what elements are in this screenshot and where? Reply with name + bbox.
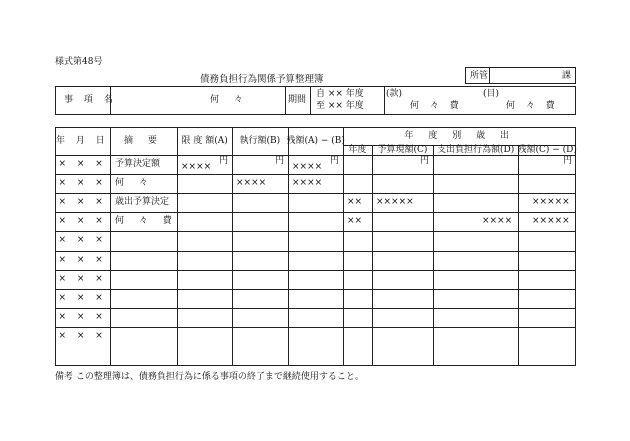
cell-fiscal-year[interactable]: ×× bbox=[347, 197, 363, 208]
yen-unit: 円 bbox=[420, 156, 430, 166]
cell-summary[interactable]: 何 々 bbox=[115, 178, 154, 189]
yen-unit: 円 bbox=[563, 156, 573, 166]
item-name-value[interactable]: 何 々 bbox=[210, 95, 249, 105]
cell-expenditure[interactable]: ×××× bbox=[482, 216, 513, 227]
cell-executed[interactable]: ×××× bbox=[236, 178, 267, 189]
kan-label: (款) bbox=[386, 89, 403, 99]
yen-unit: 円 bbox=[219, 156, 229, 166]
col-summary-header: 摘 要 bbox=[124, 135, 163, 146]
cell-limit[interactable]: ×××× bbox=[181, 162, 212, 173]
cell-date[interactable]: × × × bbox=[58, 311, 107, 322]
item-name-label: 事 項 名 bbox=[64, 95, 117, 105]
cell-remaining[interactable]: ×××× bbox=[292, 178, 323, 189]
cell-date[interactable]: × × × bbox=[58, 273, 107, 284]
cell-date[interactable]: × × × bbox=[58, 292, 107, 303]
form-number: 様式第48号 bbox=[55, 57, 103, 67]
cell-budget[interactable]: ××××× bbox=[376, 197, 414, 208]
table-row bbox=[55, 308, 576, 327]
col-date-header: 年 月 日 bbox=[56, 135, 109, 146]
yen-unit: 円 bbox=[275, 156, 285, 166]
moku-value[interactable]: 何 々 費 bbox=[506, 101, 559, 111]
yen-unit: 円 bbox=[330, 156, 340, 166]
cell-summary[interactable]: 歳出予算決定 bbox=[115, 197, 170, 208]
col-annual-group-header: 年 度 別 歳 出 bbox=[404, 130, 515, 141]
period-to[interactable]: 至 ×× 年度 bbox=[316, 101, 364, 111]
table-row bbox=[55, 251, 576, 270]
cell-summary[interactable]: 何 々 費 bbox=[115, 216, 178, 227]
cell-fiscal-year[interactable]: ×× bbox=[347, 216, 363, 227]
cell-date[interactable]: × × × bbox=[58, 235, 107, 246]
period-label: 期間 bbox=[288, 95, 307, 105]
cell-summary[interactable]: 予算決定額 bbox=[115, 159, 161, 170]
kan-value[interactable]: 何 々 費 bbox=[410, 101, 463, 111]
cell-balance[interactable]: ××××× bbox=[532, 216, 570, 227]
cell-date[interactable]: × × × bbox=[58, 197, 107, 208]
cell-date[interactable]: × × × bbox=[58, 254, 107, 265]
footnote: 備考 この整理簿は、債務負担行為に係る事項の終了まで継続使用すること。 bbox=[55, 372, 364, 382]
table-row bbox=[55, 270, 576, 289]
table-row bbox=[55, 289, 576, 308]
col-executed-header: 執行額(B) bbox=[239, 135, 281, 146]
cell-date[interactable]: × × × bbox=[58, 216, 107, 227]
page-title: 債務負担行為関係予算整理簿 bbox=[200, 74, 324, 85]
col-limit-header: 限 度 額(A) bbox=[181, 135, 228, 146]
col-remaining-header: 残額(A) − (B) bbox=[286, 135, 345, 146]
col-expenditure-header: 支出負担行為額(D) bbox=[437, 144, 515, 155]
cell-date[interactable]: × × × bbox=[58, 178, 107, 189]
cell-date[interactable]: × × × bbox=[58, 159, 107, 170]
period-from[interactable]: 自 ×× 年度 bbox=[316, 89, 364, 99]
office-unit: 課 bbox=[562, 71, 572, 81]
moku-label: (目) bbox=[483, 89, 500, 99]
office-label: 所管 bbox=[470, 71, 489, 81]
col-balance-header: 残額(C) − (D) bbox=[517, 144, 577, 155]
col-budget-header: 予算現額(C) bbox=[377, 144, 428, 155]
cell-date[interactable]: × × × bbox=[58, 330, 107, 341]
col-fiscal-year-header: 年度 bbox=[348, 144, 367, 155]
table-row bbox=[55, 231, 576, 250]
cell-balance[interactable]: ××××× bbox=[532, 197, 570, 208]
table-row bbox=[55, 327, 576, 346]
cell-remaining[interactable]: ×××× bbox=[292, 162, 323, 173]
